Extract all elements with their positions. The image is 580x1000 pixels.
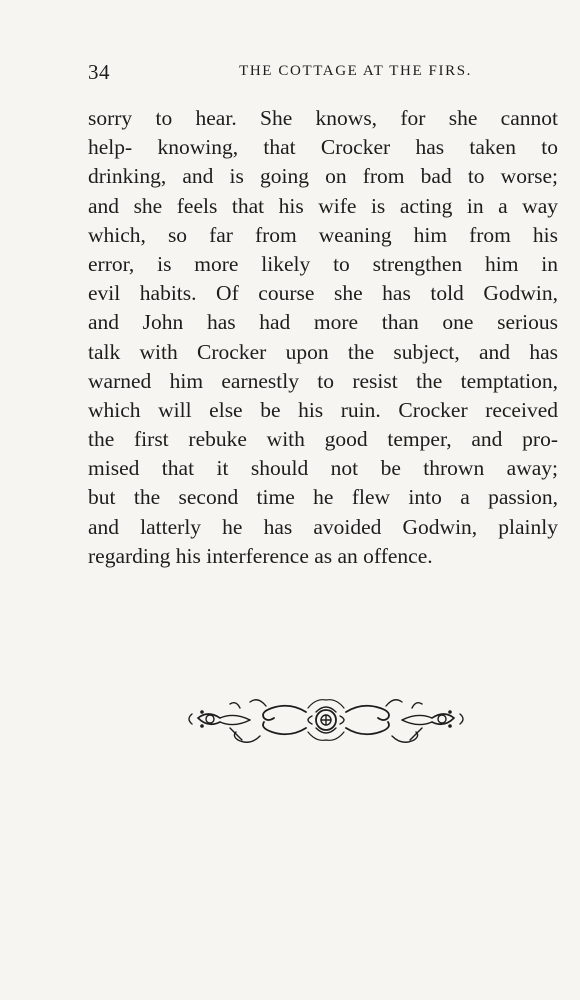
floral-tailpiece-icon [180, 688, 472, 752]
text-line: help- knowing, that Crocker has taken to [88, 135, 558, 160]
text-line: talk with Crocker upon the subject, and has [88, 339, 558, 364]
page-number: 34 [88, 60, 110, 84]
text-line: regarding his interference as an offence. [88, 543, 433, 568]
text-line: mised that it should not be thrown away; [88, 456, 558, 481]
text-line: and latterly he has avoided Godwin, plainly [88, 514, 558, 539]
right-scroll-icon [346, 700, 463, 743]
text-line: warned him earnestly to resist the temptation, [88, 368, 558, 393]
text-line: which will else be his ruin. Crocker received [88, 397, 558, 422]
text-line: which, so far from weaning him from his [88, 222, 558, 247]
text-line: error, is more likely to strengthen him in [88, 251, 558, 276]
body-paragraph [88, 104, 558, 571]
text-line: the first rebuke with good temper, and pro- [88, 427, 558, 452]
rosette-icon [308, 700, 344, 741]
text-line: drinking, and is going on from bad to worse; [88, 164, 558, 189]
running-head [88, 60, 472, 86]
text-line: evil habits. Of course she has told Godwin, [88, 281, 558, 306]
running-title: THE COTTAGE AT THE FIRS. [239, 63, 472, 79]
text-line: and she feels that his wife is acting in a way [88, 193, 558, 218]
text-line: sorry to hear. She knows, for she cannot [88, 106, 558, 130]
text-line: and John has had more than one serious [88, 310, 558, 335]
text-line: but the second time he flew into a passion, [88, 485, 558, 510]
left-scroll-icon [189, 700, 306, 743]
